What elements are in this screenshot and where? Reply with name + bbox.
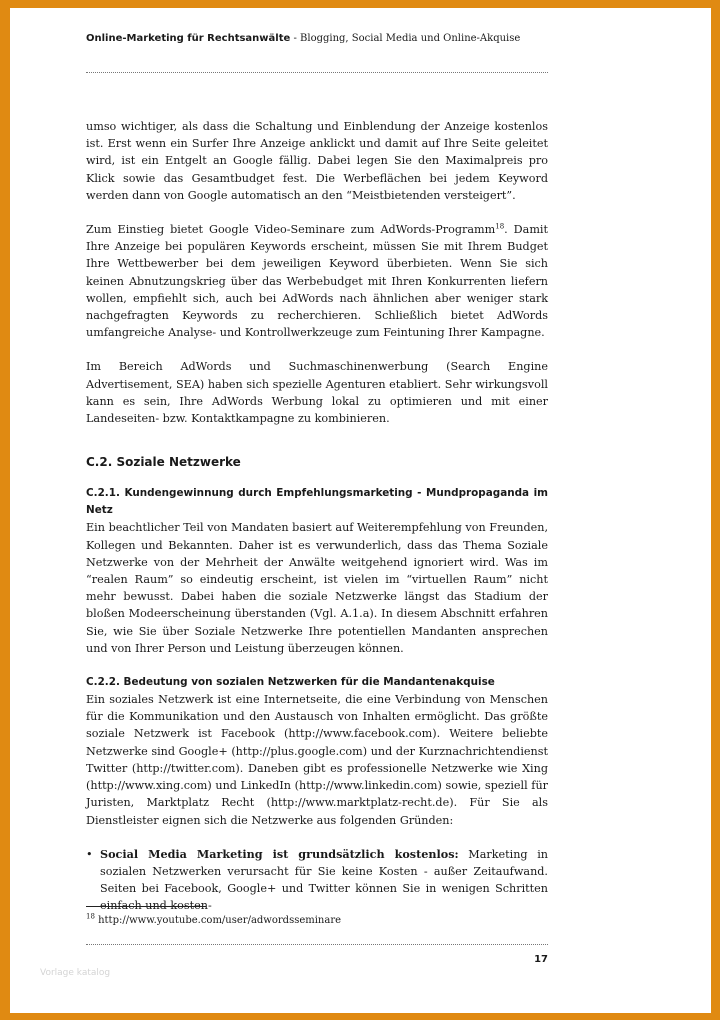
page-body [86,118,548,915]
list-item-lead: Social Media Marketing ist grundsätzlich kostenlos: [100,846,459,861]
paragraph-referral-marketing: Ein beachtlicher Teil von Mandaten basiert auf Weiterempfehlung von Freunden, Kollegen und Bekannten. Daher ist es verwunderlich, dass das Thema Soziale Netzwerke von der Mehrheit der Anwälte weitgehend ignoriert wird. Was im “realen Raum” so eindeutig erscheint, ist vielen im “virtuellen Raum” nicht mehr bewusst. Dabei haben die soziale Netzwerke längst das Stadium der bloßen Modeerscheinung überstanden (Vgl. A.1.a). In diesem Abschnitt erfahren Sie, wie Sie über Soziale Netzwerke Ihre potentiellen Mandanten ansprechen und von Ihrer Person und Leistung überzeugen können. [86,521,548,655]
paragraph-network-importance: Ein soziales Netzwerk ist eine Internetseite, die eine Verbindung von Menschen für die Kommunikation und den Austausch von Inhalten ermöglicht. Das größte soziale Netzwerk ist Facebook (http://www.facebook.com). Weitere beliebte Netzwerke sind Google+ (http://plus.google.com) und der Kurznachrichtendienst Twitter (http://twitter.com). Daneben gibt es professionelle Netzwerke wie Xing (http://www.xing.com) und LinkedIn (http://www.linkedin.com) sowie, speziell für Juristen, Marktplatz Recht (http://www.marktplatz-recht.de). Für Sie als Dienstleister eignen sich die Netzwerke aus folgenden Gründen: [86,693,548,827]
paragraph-text: Zum Einstieg bietet Google Video-Seminare zum AdWords-Programm [86,223,496,237]
header-divider [86,72,548,73]
running-header [86,32,556,46]
header-subtitle: - Blogging, Social Media und Online-Akquise [290,33,521,44]
section-heading-social-networks: C.2. Soziale Netzwerke [86,455,241,470]
document-page [10,8,711,1013]
watermark: Vorlage katalog [40,968,111,978]
footnote-number: 18 [86,912,95,921]
paragraph-video-seminars [86,221,548,341]
subsection-heading-c22: C.2.2. Bedeutung von sozialen Netzwerken für die Mandantenakquise [86,676,495,689]
list-item-text: Marketing in sozialen Netzwerken verursacht für Sie keine Kosten - außer Zeitaufwand. Seiten bei Facebook, Google+ und Twitter können Sie in wenigen Schritten einfach und kosten- [100,847,548,913]
footnote-text: http://www.youtube.com/user/adwordsseminare [94,915,342,926]
footnote-divider [86,906,206,907]
reasons-list [86,846,548,915]
header-title: Online-Marketing für Rechtsanwälte [86,33,291,44]
footnote-ref: 18 [495,222,505,231]
page-number: 17 [534,954,548,965]
footnote [86,914,341,928]
footer-divider [86,944,548,945]
paragraph-text: . Damit Ihre Anzeige bei populären Keywords erscheint, müssen Sie mit Ihrem Budget Ihre Wettbewerber bei dem jeweiligen Keyword überbieten. Wenn Sie sich keinen Abnutzungskrieg über das Werbebudget mit Ihren Konkurrenten liefern wollen, empfiehlt sich, auch bei AdWords nach ähnlichen aber weniger stark nachgefragten Keywords zu recherchieren. Schließlich bietet AdWords umfangreiche Analyse- und Kontrollwerkzeuge zum Feintuning Ihrer Kampagne. [86,223,549,340]
subsection-heading-c21: C.2.1. Kundengewinnung durch Empfehlungsmarketing - Mundpropaganda im Netz [86,487,548,517]
list-item [86,846,548,915]
paragraph-sea-agencies: Im Bereich AdWords und Suchmaschinenwerbung (Search Engine Advertisement, SEA) haben sich spezielle Agenturen etabliert. Sehr wirkungsvoll kann es sein, Ihre AdWords Werbung lokal zu optimieren und mit einer Landeseiten- bzw. Kontaktkampagne zu kombinieren. [86,360,548,426]
paragraph-adwords-cost: umso wichtiger, als dass die Schaltung und Einblendung der Anzeige kostenlos ist. Erst wenn ein Surfer Ihre Anzeige anklickt und damit auf Ihre Seite geleitet wird, ist ein Entgelt an Google fällig. Dabei legen Sie den Maximalpreis pro Klick sowie das Gesamtbudget fest. Die Werbeflächen bei jedem Keyword werden dann von Google automatisch an den “Meistbietenden versteigert”. [86,120,548,202]
